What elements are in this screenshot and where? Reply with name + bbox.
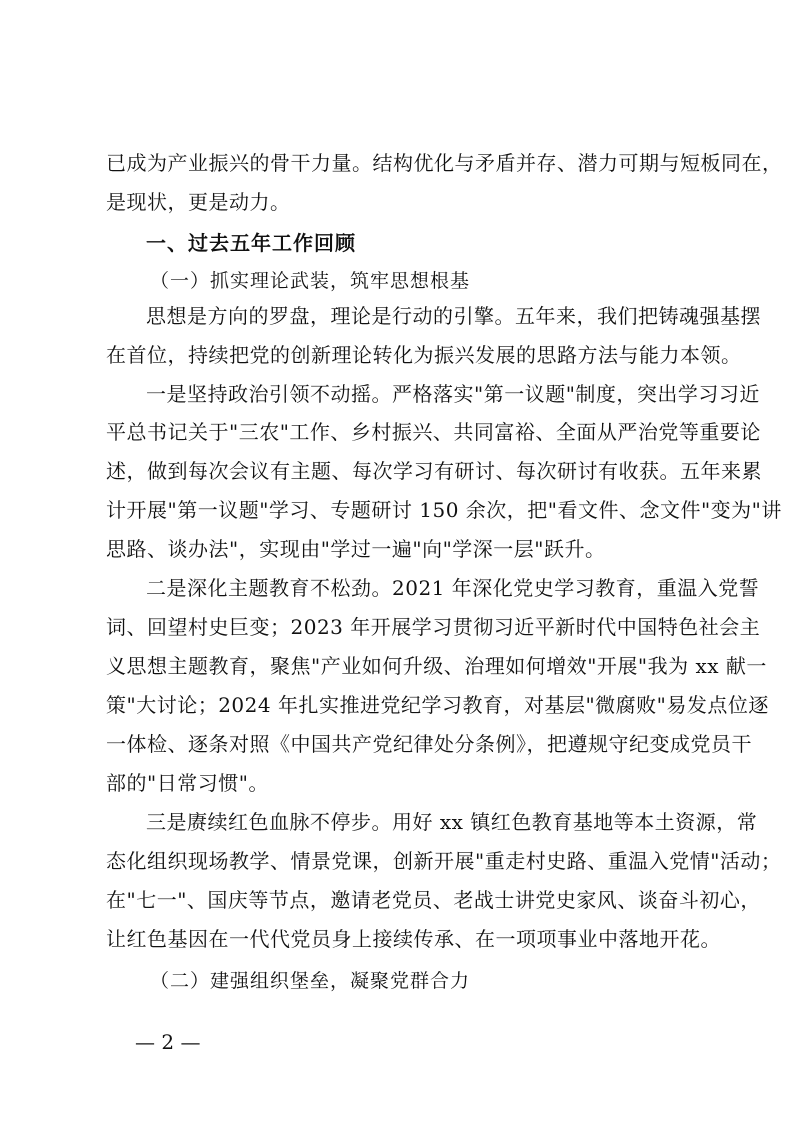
page-number: — 2 —: [135, 1030, 201, 1054]
body-line: 策"大讨论；2024 年扎实推进党纪学习教育，对基层"微腐败"易发点位逐: [106, 693, 769, 717]
body-line: 计开展"第一议题"学习、专题研讨 150 余次，把"看文件、念文件"变为"讲: [106, 498, 782, 522]
body-line: 态化组织现场教学、情景党课，创新开展"重走村史路、重温入党情"活动；: [106, 849, 782, 873]
body-line: 思路、谈办法"，实现由"学过一遍"向"学深一层"跃升。: [106, 537, 606, 561]
body-line: 在"七一"、国庆等节点，邀请老党员、老战士讲党史家风、谈奋斗初心，: [106, 888, 761, 912]
body-line: 一是坚持政治引领不动摇。严格落实"第一议题"制度，突出学习习近: [146, 382, 760, 406]
body-line: 在首位，持续把党的创新理论转化为振兴发展的思路方法与能力本领。: [106, 343, 742, 367]
body-line: 平总书记关于"三农"工作、乡村振兴、共同富裕、全面从严治党等重要论: [106, 420, 761, 444]
body-line: 三是赓续红色血脉不停步。用好 xx 镇红色教育基地等本土资源，常: [146, 810, 758, 834]
body-line: 是现状，更是动力。: [106, 190, 291, 214]
body-line: 词、回望村史巨变；2023 年开展学习贯彻习近平新时代中国特色社会主: [106, 615, 761, 639]
body-line: 二是深化主题教育不松劲。2021 年深化党史学习教育，重温入党誓: [146, 576, 760, 600]
section-heading: 一、过去五年工作回顾: [146, 231, 356, 255]
body-line: 部的"日常习惯"。: [106, 771, 269, 795]
body-line: 一体检、逐条对照《中国共产党纪律处分条例》，把遵规守纪变成党员干: [106, 732, 752, 756]
body-line: 义思想主题教育，聚焦"产业如何升级、治理如何增效"开展"我为 xx 献一: [106, 654, 767, 678]
subsection-heading: （二）建强组织堡垒，凝聚党群合力: [150, 970, 471, 992]
body-line: 让红色基因在一代代党员身上接续传承、在一项项事业中落地开花。: [106, 927, 721, 951]
body-line: 已成为产业振兴的骨干力量。结构优化与矛盾并存、潜力可期与短板同在，: [106, 151, 783, 175]
body-line: 述，做到每次会议有主题、每次学习有研讨、每次研讨有收获。五年来累: [106, 459, 762, 483]
subsection-heading: （一）抓实理论武装，筑牢思想根基: [150, 270, 471, 292]
body-line: 思想是方向的罗盘，理论是行动的引擎。五年来，我们把铸魂强基摆: [146, 304, 761, 328]
